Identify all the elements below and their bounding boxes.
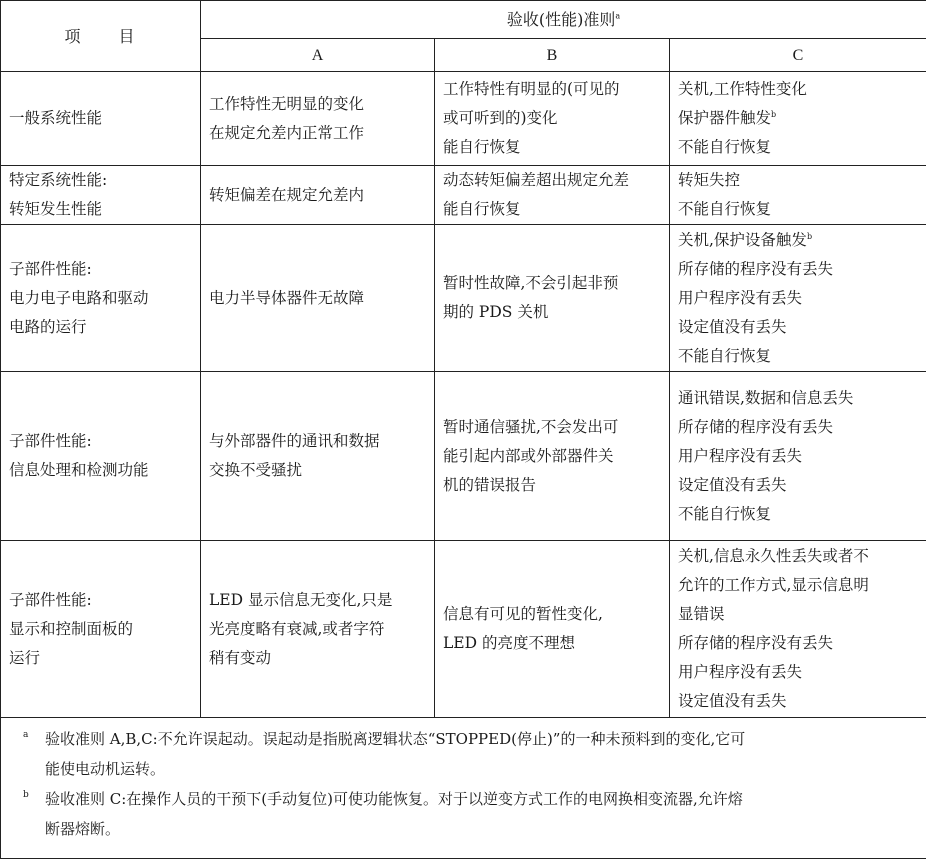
criteria-text xyxy=(678,104,918,133)
item-cell xyxy=(1,72,201,166)
criteria-header-label: 验收(性能)准则 xyxy=(507,10,616,29)
item-text: 子部件性能: xyxy=(9,427,192,456)
item-cell xyxy=(1,372,201,541)
criteria-text-part: 保护器件触发 xyxy=(678,109,771,127)
criteria-text: 设定值没有丢失 xyxy=(678,313,918,342)
table-row xyxy=(1,372,926,541)
criteria-text: 用户程序没有丢失 xyxy=(678,284,918,313)
criteria-text: 光亮度略有衰减,或者字符 xyxy=(209,615,426,644)
criteria-text: 关机,工作特性变化 xyxy=(678,75,918,104)
criteria-text-part: 关机,保护设备触发 xyxy=(678,231,807,249)
table-row xyxy=(1,72,926,166)
footnote-text: 验收准则 A,B,C:不允许误起动。误起动是指脱离逻辑状态“STOPPED(停止)”的一种未预料到的变化,它可 xyxy=(45,724,912,754)
footnote-mark-b: b xyxy=(771,110,776,119)
criteria-a-cell xyxy=(201,541,435,718)
criteria-b-cell xyxy=(435,72,670,166)
item-cell xyxy=(1,225,201,372)
criteria-text: 在规定允差内正常工作 xyxy=(209,119,426,148)
criteria-text: 不能自行恢复 xyxy=(678,342,918,371)
item-text: 显示和控制面板的 xyxy=(9,615,192,644)
criteria-text: 设定值没有丢失 xyxy=(678,471,918,500)
criteria-a-cell xyxy=(201,72,435,166)
criteria-text: 所存储的程序没有丢失 xyxy=(678,255,918,284)
footnote-text: 能使电动机运转。 xyxy=(45,754,912,784)
criteria-text: 信息有可见的暂性变化, xyxy=(443,600,661,629)
criteria-text: 工作特性有明显的(可见的 xyxy=(443,75,661,104)
criteria-text: 所存储的程序没有丢失 xyxy=(678,629,918,658)
item-cell xyxy=(1,166,201,225)
criteria-text: 转矩偏差在规定允差内 xyxy=(209,181,426,210)
criteria-text: LED 的亮度不理想 xyxy=(443,629,661,658)
item-text: 信息处理和检测功能 xyxy=(9,456,192,485)
criteria-text: 不能自行恢复 xyxy=(678,500,918,529)
criteria-text: 关机,信息永久性丢失或者不 xyxy=(678,542,918,571)
criteria-text: 设定值没有丢失 xyxy=(678,687,918,716)
criteria-text: 机的错误报告 xyxy=(443,471,661,500)
criteria-text: 暂时性故障,不会引起非预 xyxy=(443,269,661,298)
criteria-text: 显错误 xyxy=(678,600,918,629)
criteria-text: LED 显示信息无变化,只是 xyxy=(209,586,426,615)
criteria-text: 能自行恢复 xyxy=(443,195,661,224)
item-text: 特定系统性能: xyxy=(9,166,192,195)
table-row xyxy=(1,225,926,372)
criteria-text: 电力半导体器件无故障 xyxy=(209,284,426,313)
footnote-text: 断器熔断。 xyxy=(45,814,912,844)
criteria-c-cell xyxy=(670,372,926,541)
column-a-header: A xyxy=(201,39,435,72)
criteria-c-cell xyxy=(670,72,926,166)
criteria-text: 通讯错误,数据和信息丢失 xyxy=(678,384,918,413)
criteria-text xyxy=(678,226,918,255)
criteria-text: 动态转矩偏差超出规定允差 xyxy=(443,166,661,195)
header-row-top xyxy=(1,1,926,39)
criteria-text: 不能自行恢复 xyxy=(678,133,918,162)
criteria-text: 能引起内部或外部器件关 xyxy=(443,442,661,471)
criteria-text: 允许的工作方式,显示信息明 xyxy=(678,571,918,600)
item-text: 电路的运行 xyxy=(9,313,192,342)
item-text: 电力电子电路和驱动 xyxy=(9,284,192,313)
criteria-text: 稍有变动 xyxy=(209,644,426,673)
footnote-mark-b: b xyxy=(23,780,29,810)
item-header-label: 项 目 xyxy=(64,22,136,51)
criteria-text: 所存储的程序没有丢失 xyxy=(678,413,918,442)
item-cell xyxy=(1,541,201,718)
footnote-mark-a: a xyxy=(23,720,28,750)
item-text: 一般系统性能 xyxy=(9,104,192,133)
criteria-c-cell xyxy=(670,166,926,225)
column-c-header: C xyxy=(670,39,926,72)
column-b-header: B xyxy=(435,39,670,72)
criteria-a-cell xyxy=(201,225,435,372)
criteria-text: 或可听到的)变化 xyxy=(443,104,661,133)
criteria-text: 工作特性无明显的变化 xyxy=(209,90,426,119)
footnote-a xyxy=(45,724,912,784)
criteria-text: 用户程序没有丢失 xyxy=(678,658,918,687)
footnotes-row xyxy=(1,718,926,859)
footnote-mark-a: a xyxy=(615,12,620,21)
criteria-text: 暂时通信骚扰,不会发出可 xyxy=(443,413,661,442)
criteria-text: 转矩失控 xyxy=(678,166,918,195)
footnote-mark-b: b xyxy=(807,231,812,240)
item-text: 运行 xyxy=(9,644,192,673)
item-text: 转矩发生性能 xyxy=(9,195,192,224)
criteria-header xyxy=(201,1,926,39)
footnote-b xyxy=(45,784,912,844)
criteria-text: 用户程序没有丢失 xyxy=(678,442,918,471)
criteria-text: 能自行恢复 xyxy=(443,133,661,162)
footnote-text: 验收准则 C:在操作人员的干预下(手动复位)可使功能恢复。对于以逆变方式工作的电网换相变流器,允许熔 xyxy=(45,784,912,814)
criteria-text: 期的 PDS 关机 xyxy=(443,298,661,327)
criteria-text: 交换不受骚扰 xyxy=(209,456,426,485)
criteria-a-cell xyxy=(201,372,435,541)
item-text: 子部件性能: xyxy=(9,255,192,284)
criteria-a-cell xyxy=(201,166,435,225)
footnotes-cell xyxy=(1,718,926,859)
table-row xyxy=(1,541,926,718)
table-row xyxy=(1,166,926,225)
criteria-c-cell xyxy=(670,225,926,372)
item-header xyxy=(1,1,201,72)
criteria-c-cell xyxy=(670,541,926,718)
criteria-text: 不能自行恢复 xyxy=(678,195,918,224)
criteria-b-cell xyxy=(435,541,670,718)
item-text: 子部件性能: xyxy=(9,586,192,615)
criteria-b-cell xyxy=(435,372,670,541)
criteria-b-cell xyxy=(435,225,670,372)
criteria-text: 与外部器件的通讯和数据 xyxy=(209,427,426,456)
criteria-b-cell xyxy=(435,166,670,225)
